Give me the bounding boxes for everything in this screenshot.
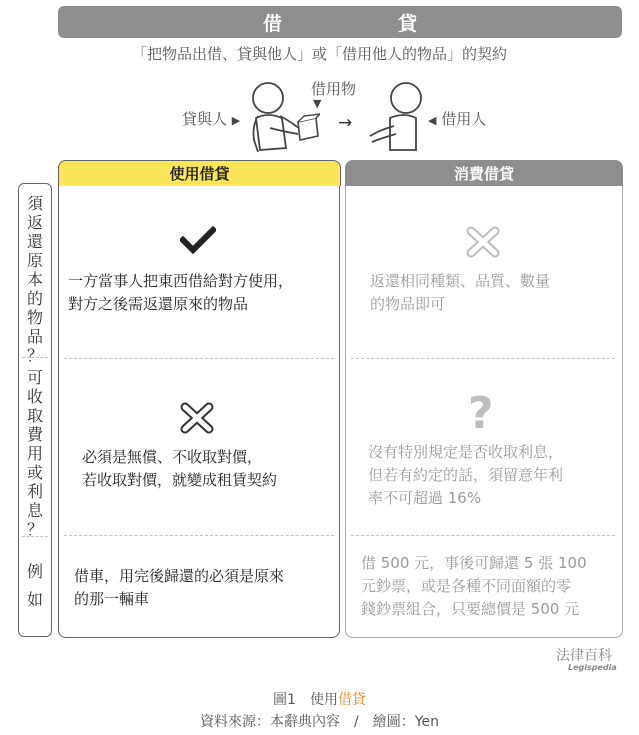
lender-label-text: 貸與人 (182, 110, 228, 128)
text-line: 錢鈔票組合，只要總價是 500 元 (361, 600, 580, 618)
brand-subtitle: Legispedia (568, 663, 617, 672)
text-line: 借車，用完後歸還的必須是原來 (74, 567, 285, 585)
left-pointer-icon: ◀ (428, 114, 437, 127)
borrower-label-text: 借用人 (441, 110, 487, 128)
row-header-char: 可 (26, 368, 43, 387)
use-return-text (68, 270, 336, 316)
row-header-char: 取 (26, 406, 43, 425)
use-example-text (74, 565, 336, 611)
title-text: 借 貸 (262, 12, 443, 35)
row-header-char: 須 (26, 194, 43, 213)
source-credit: 資料來源：本辭典內容 / 繪圖：Yen (200, 714, 439, 730)
row-header-char: 品 (26, 327, 43, 346)
row-header-char: 費 (26, 425, 43, 444)
check-icon (180, 226, 216, 254)
row-header-char: 物 (26, 308, 43, 327)
brand-name: 法律百科 (556, 648, 612, 664)
figure-caption (0, 689, 639, 709)
text-line: 若收取對價，就變成租賃契約 (82, 471, 278, 489)
object-label: 借用物 (311, 80, 357, 98)
row-header-char: 用 (26, 444, 43, 463)
row-header-example (19, 558, 51, 614)
row-header-char: 還 (26, 232, 43, 251)
row-divider (22, 357, 48, 358)
row-header-char: 收 (26, 387, 43, 406)
row-header-char: 原 (26, 251, 43, 270)
row-header-char: 利 (26, 482, 43, 501)
row-header-char: 返 (26, 213, 43, 232)
row-divider (22, 536, 48, 537)
transfer-arrow-icon: → (338, 113, 353, 133)
text-line: 率不可超過 16% (368, 489, 482, 507)
cross-icon (466, 226, 500, 258)
loan-for-consumption-header: 消費借貸 (345, 160, 623, 186)
loan-for-use-header: 使用借貸 (58, 160, 341, 186)
row-divider (351, 358, 615, 359)
text-line: 元鈔票，或是各種不同面額的零 (361, 577, 572, 595)
row-header-char: ？ (26, 520, 43, 539)
title-bar (58, 6, 622, 38)
right-pointer-icon: ▶ (231, 114, 241, 127)
text-line: 對方之後需返還原來的物品 (68, 295, 249, 313)
text-line: 但若有約定的話，須留意年利 (368, 466, 564, 484)
text-line: 的物品即可 (370, 295, 446, 313)
caption-highlight: 借貸 (337, 692, 366, 708)
subtitle: 「把物品出借、貸與他人」或「借用他人的物品」的契約 (131, 45, 507, 63)
row-header-char: 息 (26, 501, 43, 520)
row-header-char: 的 (26, 289, 43, 308)
row-header-char: 或 (26, 463, 43, 482)
down-pointer-icon: ▼ (313, 97, 322, 110)
row-header-return (19, 194, 51, 365)
text-line: 必須是無償、不收取對價， (82, 448, 263, 466)
borrower-label (428, 108, 486, 129)
borrower-figure-icon (366, 78, 436, 156)
lender-label (182, 108, 240, 129)
row-header-column (18, 183, 52, 637)
consumption-example-text (361, 552, 619, 621)
row-header-fees (19, 368, 51, 539)
consumption-return-text (370, 270, 616, 316)
lender-figure-icon (240, 78, 320, 156)
consumption-fees-text (368, 441, 618, 510)
row-divider (64, 358, 334, 359)
text-line: 返還相同種類、品質、數量 (370, 272, 551, 290)
row-header-char: 例 (26, 562, 43, 581)
row-header-char: 如 (26, 590, 43, 609)
row-divider (64, 535, 334, 536)
question-icon: ? (468, 388, 494, 439)
row-header-char: 本 (26, 270, 43, 289)
text-line: 借 500 元，事後可歸還 5 張 100 (361, 554, 587, 572)
text-line: 一方當事人把東西借給對方使用， (68, 272, 294, 290)
row-divider (351, 535, 615, 536)
cross-icon (180, 402, 214, 434)
text-line: 的那一輛車 (74, 590, 150, 608)
row-header-char: ？ (26, 346, 43, 365)
use-fees-text (82, 446, 336, 492)
text-line: 沒有特別規定是否收取利息， (368, 443, 564, 461)
caption-prefix: 圖1 使用 (273, 692, 338, 708)
